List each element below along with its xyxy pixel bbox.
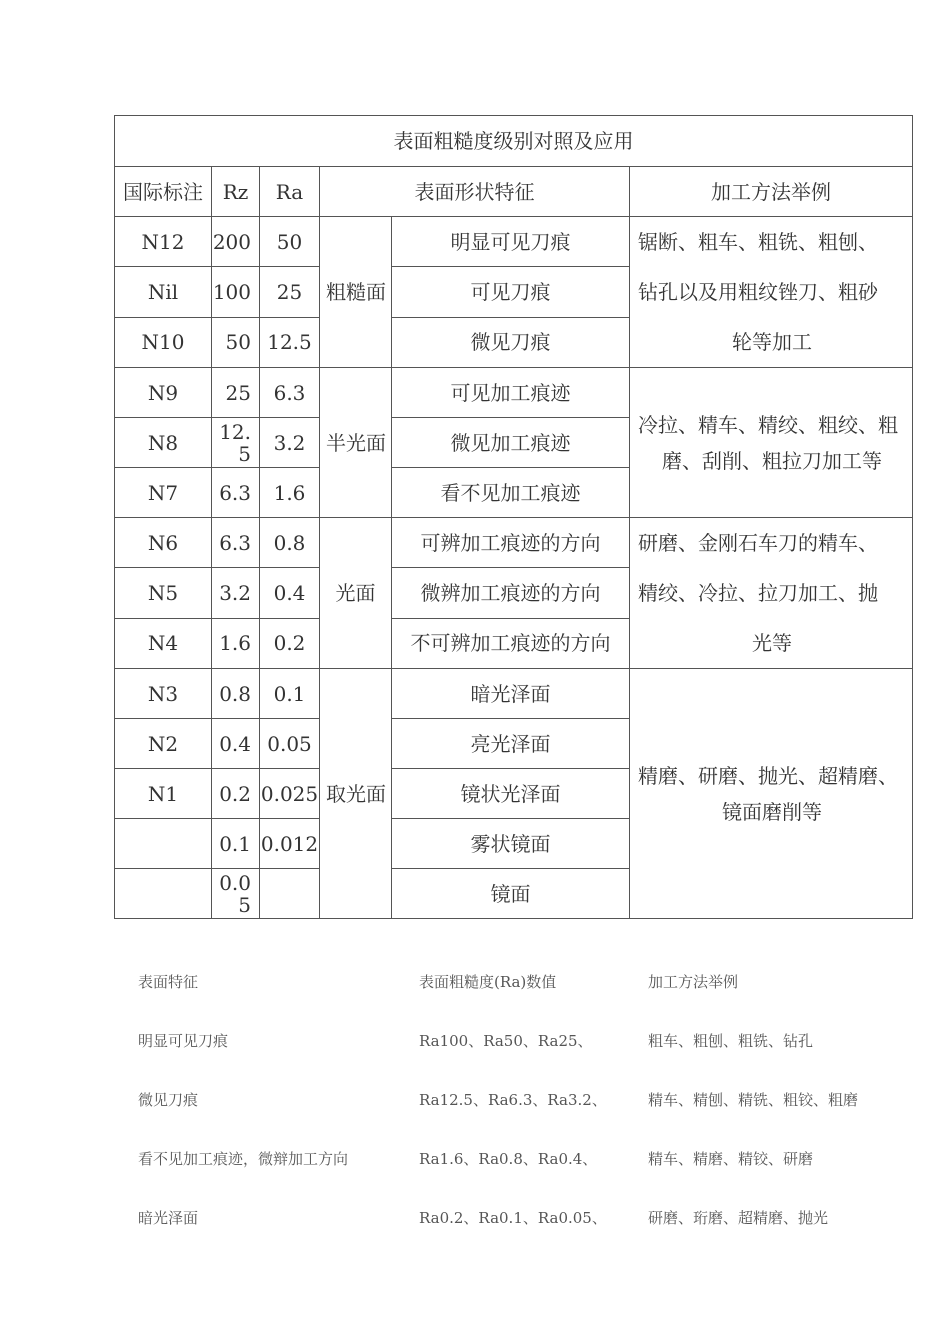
cell-feature: 微见加工痕迹 — [392, 418, 630, 468]
cell-intl-code: N10 — [115, 317, 212, 367]
lower-cell-feature: 看不见加工痕迹，微辩加工方向 — [138, 1150, 349, 1168]
cell-surface-class: 粗糙面 — [320, 217, 392, 368]
lower-header-ra: 表面粗糙度(Ra)数值 — [419, 973, 557, 991]
cell-feature: 微辨加工痕迹的方向 — [392, 568, 630, 618]
cell-intl-code: N8 — [115, 418, 212, 468]
cell-ra: 0.2 — [260, 618, 320, 668]
method-line: 研磨、金刚石车刀的精车、 — [638, 531, 878, 555]
cell-ra — [260, 869, 320, 919]
roughness-table — [114, 115, 913, 919]
lower-cell-method: 精车、精磨、精铰、研磨 — [648, 1150, 814, 1168]
cell-feature: 微见刀痕 — [392, 317, 630, 367]
cell-intl-code: Nil — [115, 267, 212, 317]
header-ra: Ra — [260, 167, 320, 217]
cell-method — [630, 368, 913, 518]
cell-ra: 6.3 — [260, 368, 320, 418]
cell-intl-code: N9 — [115, 368, 212, 418]
lower-cell-feature: 明显可见刀痕 — [138, 1032, 229, 1050]
cell-ra: 3.2 — [260, 418, 320, 468]
cell-ra: 0.1 — [260, 669, 320, 719]
header-rz: Rz — [212, 167, 260, 217]
cell-feature: 暗光泽面 — [392, 669, 630, 719]
cell-rz: 12.5 — [212, 418, 260, 468]
cell-rz: 25 — [212, 368, 260, 418]
cell-ra: 50 — [260, 217, 320, 267]
cell-ra: 12.5 — [260, 317, 320, 367]
table-title: 表面粗糙度级别对照及应用 — [115, 116, 913, 167]
cell-rz: 0.4 — [212, 719, 260, 769]
cell-rz: 3.2 — [212, 568, 260, 618]
cell-ra: 0.025 — [260, 769, 320, 819]
cell-ra: 25 — [260, 267, 320, 317]
cell-rz: 100 — [212, 267, 260, 317]
cell-rz: 50 — [212, 317, 260, 367]
cell-method — [630, 217, 913, 368]
lower-row — [138, 1198, 918, 1257]
cell-rz: 0.05 — [212, 869, 260, 919]
method-line: 轮等加工 — [732, 330, 812, 354]
lower-cell-method: 研磨、珩磨、超精磨、抛光 — [648, 1209, 829, 1227]
cell-surface-class: 取光面 — [320, 669, 392, 919]
lower-cell-method: 粗车、粗刨、粗铣、钻孔 — [648, 1032, 814, 1050]
cell-feature: 可见刀痕 — [392, 267, 630, 317]
method-line: 光等 — [752, 631, 792, 655]
method-line: 精绞、冷拉、拉刀加工、抛 — [638, 581, 878, 605]
lower-header-method: 加工方法举例 — [648, 973, 739, 991]
lower-row — [138, 1080, 918, 1139]
cell-feature: 雾状镜面 — [392, 819, 630, 869]
cell-rz: 0.8 — [212, 669, 260, 719]
cell-intl-code — [115, 869, 212, 919]
method-line: 锯断、粗车、粗铣、粗刨、 — [638, 230, 878, 254]
method-line: 钻孔以及用粗纹锉刀、粗砂 — [638, 280, 878, 304]
cell-ra: 0.8 — [260, 518, 320, 568]
cell-feature: 可辨加工痕迹的方向 — [392, 518, 630, 568]
cell-feature: 镜状光泽面 — [392, 769, 630, 819]
cell-rz: 200 — [212, 217, 260, 267]
cell-rz: 6.3 — [212, 518, 260, 568]
cell-ra: 1.6 — [260, 468, 320, 518]
cell-surface-class: 半光面 — [320, 368, 392, 518]
lower-cell-ra: Ra0.2、Ra0.1、Ra0.05、 — [419, 1209, 607, 1227]
cell-rz: 6.3 — [212, 468, 260, 518]
method-line: 镜面磨削等 — [722, 799, 822, 824]
cell-ra: 0.4 — [260, 568, 320, 618]
cell-intl-code: N7 — [115, 468, 212, 518]
cell-feature: 镜面 — [392, 869, 630, 919]
cell-method — [630, 669, 913, 919]
cell-intl-code: N12 — [115, 217, 212, 267]
lower-cell-method: 精车、精刨、精铣、粗铰、粗磨 — [648, 1091, 859, 1109]
cell-rz: 0.1 — [212, 819, 260, 869]
surface-feature-list — [138, 962, 918, 1257]
table-row — [115, 518, 913, 568]
cell-feature: 可见加工痕迹 — [392, 368, 630, 418]
cell-feature: 明显可见刀痕 — [392, 217, 630, 267]
method-line: 冷拉、精车、精绞、粗绞、粗 — [638, 412, 898, 437]
cell-intl-code: N5 — [115, 568, 212, 618]
table-row — [115, 217, 913, 267]
lower-row — [138, 1021, 918, 1080]
lower-row — [138, 1139, 918, 1198]
lower-cell-ra: Ra12.5、Ra6.3、Ra3.2、 — [419, 1091, 607, 1109]
cell-surface-class: 光面 — [320, 518, 392, 669]
cell-feature: 不可辨加工痕迹的方向 — [392, 618, 630, 668]
cell-intl-code: N1 — [115, 769, 212, 819]
cell-ra: 0.012 — [260, 819, 320, 869]
cell-intl-code: N6 — [115, 518, 212, 568]
header-intl: 国际标注 — [115, 167, 212, 217]
lower-cell-feature: 暗光泽面 — [138, 1209, 199, 1227]
header-method: 加工方法举例 — [630, 167, 913, 217]
cell-ra: 0.05 — [260, 719, 320, 769]
lower-header-feature: 表面特征 — [138, 973, 199, 991]
method-line: 精磨、研磨、抛光、超精磨、 — [638, 763, 898, 788]
cell-feature: 亮光泽面 — [392, 719, 630, 769]
cell-intl-code: N3 — [115, 669, 212, 719]
cell-intl-code: N4 — [115, 618, 212, 668]
table-row — [115, 669, 913, 719]
lower-cell-ra: Ra1.6、Ra0.8、Ra0.4、 — [419, 1150, 598, 1168]
lower-cell-feature: 微见刀痕 — [138, 1091, 199, 1109]
cell-intl-code — [115, 819, 212, 869]
cell-rz: 1.6 — [212, 618, 260, 668]
cell-feature: 看不见加工痕迹 — [392, 468, 630, 518]
cell-method — [630, 518, 913, 669]
table-row — [115, 368, 913, 418]
lower-cell-ra: Ra100、Ra50、Ra25、 — [419, 1032, 593, 1050]
cell-rz: 0.2 — [212, 769, 260, 819]
lower-header-row — [138, 962, 918, 1021]
cell-intl-code: N2 — [115, 719, 212, 769]
method-line: 磨、刮削、粗拉刀加工等 — [662, 448, 882, 473]
header-shape: 表面形状特征 — [320, 167, 630, 217]
